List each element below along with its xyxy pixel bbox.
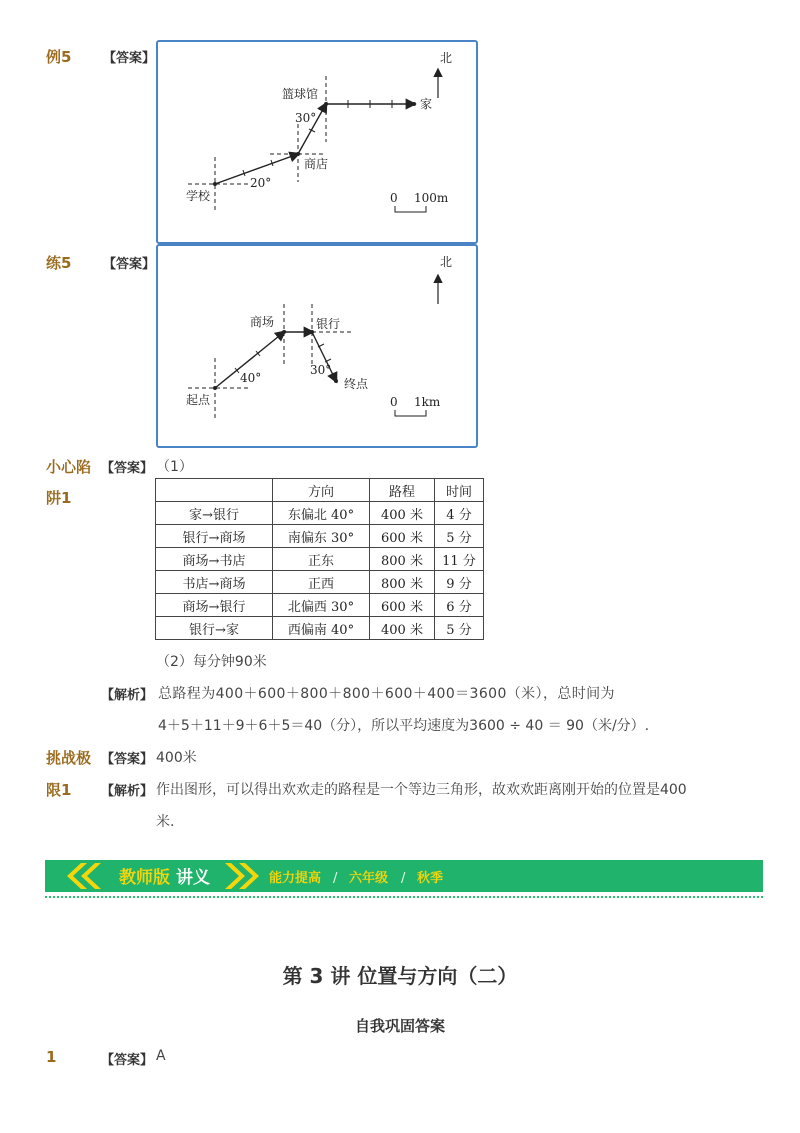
header-banner [45,860,763,892]
table-cell: 400 米 [370,502,435,525]
table-cell: 北偏西 30° [273,594,370,617]
angle-40-label: 40° [240,371,262,385]
part-2-answer: （2）每分钟90米 [156,654,267,670]
route-table [155,478,484,640]
table-cell: 银行→家 [156,617,273,640]
analysis-tag: 【解析】 [101,688,154,703]
table-cell: 南偏东 30° [273,525,370,548]
home-label: 家 [420,97,433,111]
answer-tag: 【答案】 [101,1053,154,1068]
table-row [156,525,484,548]
table-cell: 9 分 [435,571,484,594]
question-1-label: 1 [46,1048,57,1066]
table-row [156,617,484,640]
table-cell: 西偏南 40° [273,617,370,640]
table-cell: 600 米 [370,525,435,548]
table-cell: 4 分 [435,502,484,525]
scale-bar [395,206,426,212]
table-cell: 800 米 [370,571,435,594]
table-cell: 5 分 [435,617,484,640]
scale-length: 1km [414,395,441,409]
lesson-title: 第 3 讲 位置与方向（二） [282,964,518,988]
figure-example-5 [156,40,478,244]
scale-zero: 0 [390,191,398,205]
table-cell: 6 分 [435,594,484,617]
north-label: 北 [440,51,453,65]
analysis-tag: 【解析】 [101,784,154,799]
gym-label: 篮球馆 [282,87,319,101]
challenge-1-label-line2: 限1 [46,781,72,799]
part-1-label: （1） [156,459,193,475]
end-point-label: 终点 [344,377,369,391]
analysis-line-2: 4＋5＋11＋9＋6＋5＝40（分），所以平均速度为3600 ÷ 40 ＝ 90（米/分）. [158,718,650,734]
table-cell: 11 分 [435,548,484,571]
breadcrumb-season: 秋季 [417,871,444,886]
table-row [156,548,484,571]
school-label: 学校 [186,189,211,203]
breadcrumb-level: 能力提高 [269,871,322,886]
answer-tag: 【答案】 [103,257,156,272]
challenge-analysis-line-2: 米. [156,814,175,830]
brand-teacher-edition: 教师版 [119,868,170,888]
angle-20-label: 20° [250,176,272,190]
challenge-answer: 400米 [156,750,197,766]
challenge-analysis-line-1: 作出图形，可以得出欢欢走的路程是一个等边三角形，故欢欢距离刚开始的位置是400 [156,782,687,798]
table-cell: 800 米 [370,548,435,571]
breadcrumb-separator: / [333,871,338,886]
table-cell: 商场→银行 [156,594,273,617]
answer-tag: 【答案】 [101,461,154,476]
table-cell: 正东 [273,548,370,571]
table-cell: 正西 [273,571,370,594]
bank-label: 银行 [316,317,341,331]
scale-zero: 0 [390,395,398,409]
table-cell: 书店→商场 [156,571,273,594]
scale-bar [395,410,426,416]
analysis-line-1: 总路程为400＋600＋800＋800＋600＋400＝3600（米），总时间为 [158,686,615,702]
table-cell: 商场→书店 [156,548,273,571]
mall-label: 商场 [250,315,275,329]
table-cell: 400 米 [370,617,435,640]
answer-tag: 【答案】 [101,752,154,767]
table-row [156,594,484,617]
dotted-divider [45,896,763,898]
angle-30-label: 30° [295,111,317,125]
breadcrumb-separator: / [401,871,406,886]
table-cell: 家→银行 [156,502,273,525]
trap-1-label-line1: 小心陷 [46,458,92,476]
practice-5-label: 练5 [46,254,72,272]
scale-length: 100m [414,191,449,205]
example-5-label: 例5 [46,48,72,66]
start-point-label: 起点 [186,393,211,407]
table-header: 路程 [370,479,435,502]
answer-tag: 【答案】 [103,51,156,66]
table-header [156,479,273,502]
table-cell: 东偏北 40° [273,502,370,525]
table-row [156,502,484,525]
table-header: 时间 [435,479,484,502]
figure-practice-5 [156,244,478,448]
shop-label: 商店 [304,157,329,171]
breadcrumb-grade: 六年级 [349,871,389,886]
lesson-subtitle: 自我巩固答案 [354,1017,445,1035]
challenge-1-label-line1: 挑战极 [46,749,92,767]
table-row [156,571,484,594]
brand-handout: 讲义 [176,868,210,888]
table-header: 方向 [273,479,370,502]
table-cell: 银行→商场 [156,525,273,548]
table-header-row [156,479,484,502]
table-cell: 600 米 [370,594,435,617]
trap-1-label-line2: 阱1 [46,489,72,507]
question-1-answer: A [156,1048,166,1064]
table-cell: 5 分 [435,525,484,548]
angle-30-label: 30° [310,363,332,377]
north-label: 北 [440,255,453,269]
